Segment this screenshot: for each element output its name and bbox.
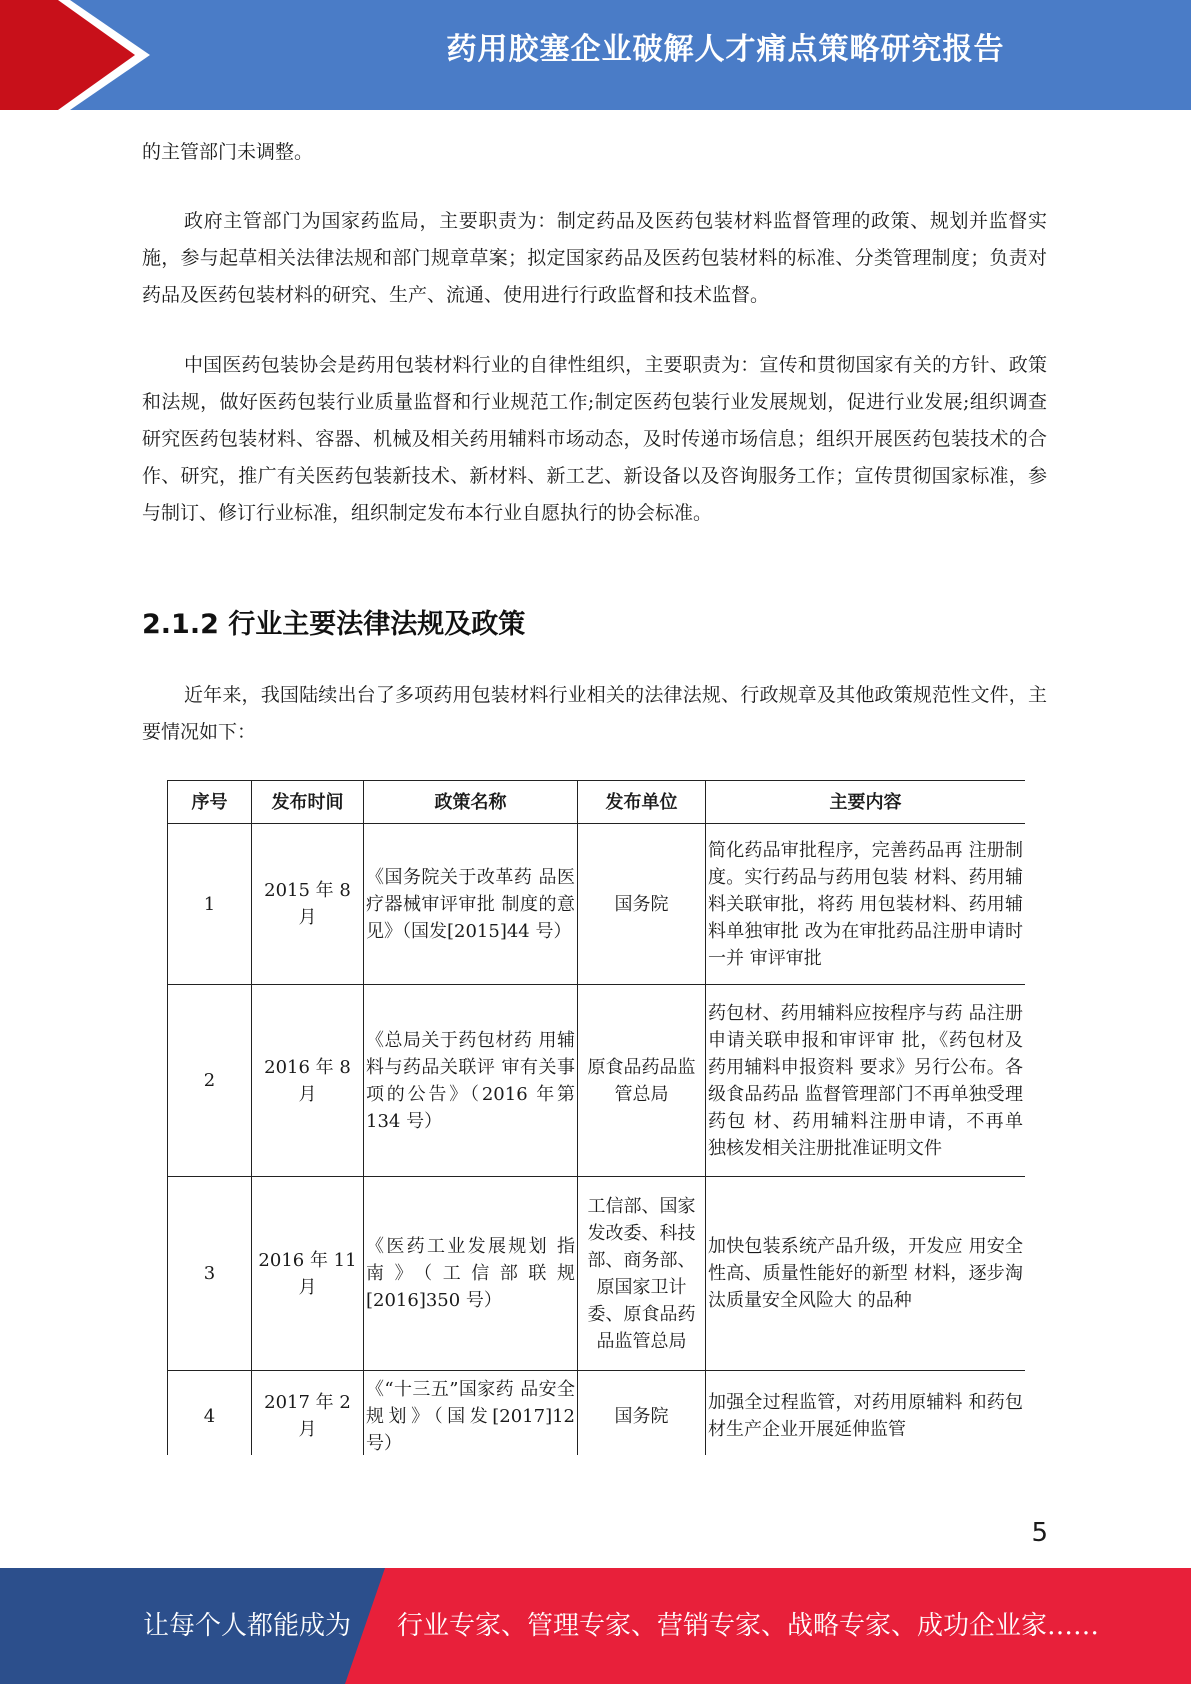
paragraph-regulator: 政府主管部门为国家药监局，主要职责为：制定药品及医药包装材料监督管理的政策、规划并监督实施，参与起草相关法律法规和部门规章草案；拟定国家药品及医药包装材料的标准、分类管理制度；负责对药品及医药包装材料的研究、生产、流通、使用进行行政监督和技术监督。 <box>142 210 1047 306</box>
cell-content: 加强全过程监管，对药用原辅料 和药包材生产企业开展延伸监管 <box>706 1371 1026 1456</box>
page-number: 5 <box>1031 1518 1048 1548</box>
paragraph-continuation: 的主管部门未调整。 <box>142 141 314 163</box>
cell-date: 2017 年 2 月 <box>252 1371 364 1456</box>
column-header-issuer: 发布单位 <box>578 781 706 824</box>
cell-policy: 《总局关于药包材药 用辅料与药品关联评 审有关事项的公告》（2016 年第 134 号） <box>364 985 578 1177</box>
column-header-date: 发布时间 <box>252 781 364 824</box>
column-header-index: 序号 <box>168 781 252 824</box>
table-row <box>168 985 1026 1177</box>
cell-issuer: 工信部、国家发改委、科技部、商务部、原国家卫计委、原食品药品监管总局 <box>578 1177 706 1371</box>
table-row <box>168 824 1026 985</box>
header-title: 药用胶塞企业破解人才痛点策略研究报告 <box>446 32 1005 67</box>
footer-slogan-left: 让每个人都能成为 <box>143 1611 352 1641</box>
cell-issuer: 原食品药品监管总局 <box>578 985 706 1177</box>
page-header <box>0 0 1191 110</box>
table-header-row <box>168 781 1026 824</box>
table-row <box>168 1177 1026 1371</box>
cell-date: 2016 年 11 月 <box>252 1177 364 1371</box>
cell-index: 2 <box>168 985 252 1177</box>
policy-table <box>167 780 1025 1455</box>
header-arrow-graphic <box>0 0 160 110</box>
cell-date: 2016 年 8 月 <box>252 985 364 1177</box>
cell-issuer: 国务院 <box>578 824 706 985</box>
column-header-content: 主要内容 <box>706 781 1026 824</box>
cell-issuer: 国务院 <box>578 1371 706 1456</box>
cell-policy: 《医药工业发展规划 指南》（工信部联规[2016]350 号） <box>364 1177 578 1371</box>
cell-index: 1 <box>168 824 252 985</box>
section-heading: 2.1.2 行业主要法律法规及政策 <box>142 609 526 640</box>
cell-index: 3 <box>168 1177 252 1371</box>
policy-table-container <box>167 780 1025 1455</box>
cell-date: 2015 年 8 月 <box>252 824 364 985</box>
cell-index: 4 <box>168 1371 252 1456</box>
cell-policy: 《“十三五”国家药 品安全规划》（国发[2017]12 号） <box>364 1371 578 1456</box>
cell-content: 药包材、药用辅料应按程序与药 品注册申请关联申报和审评审 批，《药包材及药用辅料申报资料 要求》另行公布。各级食品药品 监督管理部门不再单独受理药包 材、药用辅料注册申请，不再单 独核发相关注册批准证明文件 <box>706 985 1026 1177</box>
page-footer <box>0 1568 1191 1684</box>
cell-content: 简化药品审批程序，完善药品再 注册制度。实行药品与药用包装 材料、药用辅料关联审批，将药 用包装材料、药用辅料单独审批 改为在审批药品注册申请时一并 审评审批 <box>706 824 1026 985</box>
paragraph-intro: 近年来，我国陆续出台了多项药用包装材料行业相关的法律法规、行政规章及其他政策规范性文件，主要情况如下： <box>142 684 1047 743</box>
column-header-policy: 政策名称 <box>364 781 578 824</box>
cell-policy: 《国务院关于改革药 品医疗器械审评审批 制度的意见》（国发[2015]44 号） <box>364 824 578 985</box>
paragraph-association: 中国医药包装协会是药用包装材料行业的自律性组织，主要职责为：宣传和贯彻国家有关的方针、政策和法规，做好医药包装行业质量监督和行业规范工作;制定医药包装行业发展规划，促进行业发展;组织调查研究医药包装材料、容器、机械及相关药用辅料市场动态，及时传递市场信息；组织开展医药包装技术的合作、研究，推广有关医药包装新技术、新材料、新工艺、新设备以及咨询服务工作；宣传贯彻国家标准，参与制订、修订行业标准，组织制定发布本行业自愿执行的协会标准。 <box>142 354 1047 524</box>
footer-slogan-right: 行业专家、管理专家、营销专家、战略专家、成功企业家…… <box>397 1611 1100 1641</box>
cell-content: 加快包装系统产品升级，开发应 用安全性高、质量性能好的新型 材料，逐步淘汰质量安全风险大 的品种 <box>706 1177 1026 1371</box>
table-row <box>168 1371 1026 1456</box>
